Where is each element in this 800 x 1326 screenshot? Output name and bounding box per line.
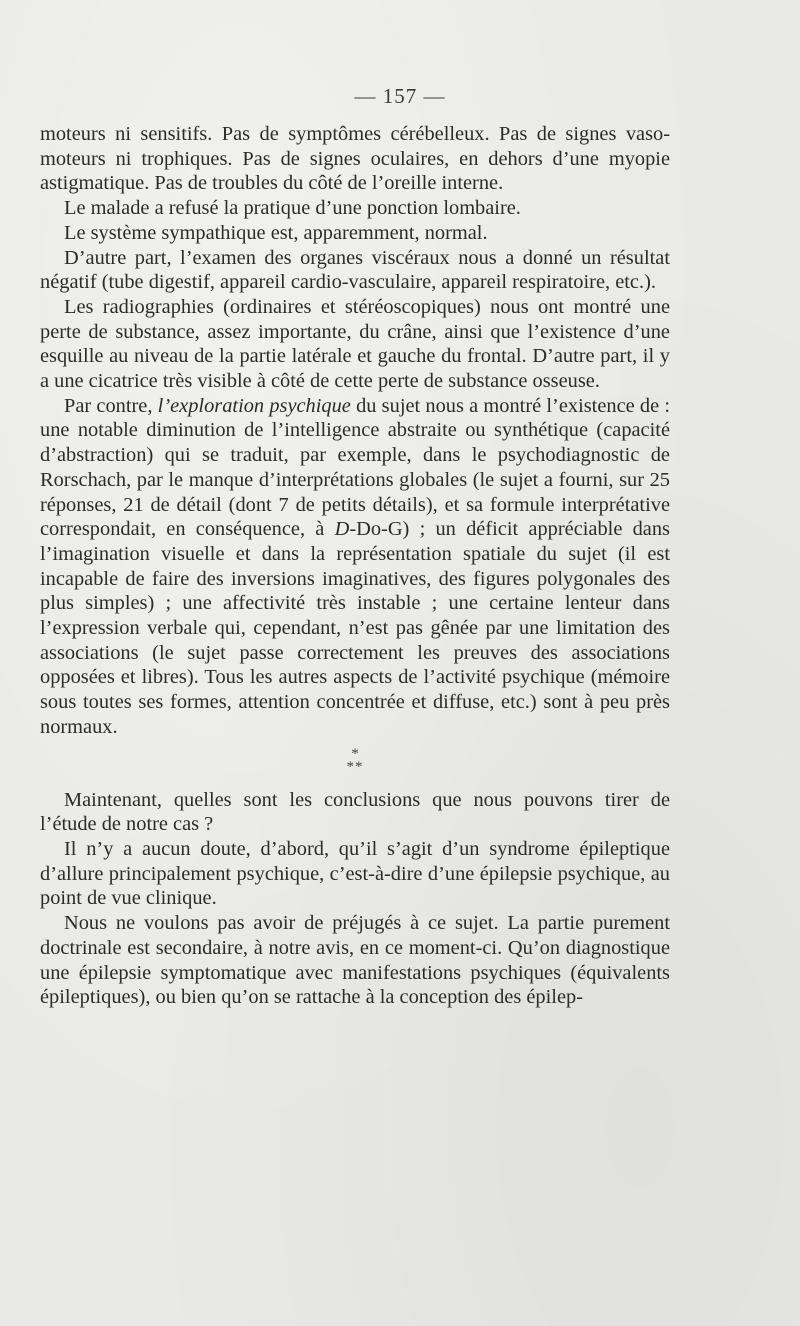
text-run: du sujet nous a montré l’existence de : une notable diminution de l’intelligence abstraite ou synthétique (capacité d’abstraction) qui se traduit, par exemple, dans le psychodiagnostic de Rorschach, par le manque d’interprétations globales (le sujet a fourni, sur 25 réponses, 21 de détail (dont 7 de petits détails), et sa formule interprétative correspondait, en conséquence, à bbox=[40, 394, 671, 541]
paragraph: Il n’y a aucun doute, d’abord, qu’il s’agit d’un syndrome épileptique d’allure principalement psychique, c’est-à-dire d’une épilepsie psychique, au point de vue clinique. bbox=[40, 837, 670, 910]
paragraph: Le système sympathique est, apparemment, normal. bbox=[64, 221, 488, 244]
paragraph bbox=[40, 394, 670, 740]
paragraph: Maintenant, quelles sont les conclusions que nous pouvons tirer de l’étude de notre cas ? bbox=[40, 788, 670, 836]
paragraph: Nous ne voulons pas avoir de préjugés à ce sujet. La partie purement doctrinale est secondaire, à notre avis, en ce moment-ci. Qu’on diagnostique une épilepsie symptomatique avec manifestations psychiques (équivalents épileptiques), ou bien qu’on se rattache à la conception des épilep- bbox=[40, 912, 670, 1009]
body-text bbox=[40, 122, 670, 1010]
paragraph: D’autre part, l’examen des organes viscéraux nous a donné un résultat négatif (tube digestif, appareil cardio-vasculaire, appareil respiratoire, etc.). bbox=[40, 246, 670, 294]
paragraph: Les radiographies (ordinaires et stéréoscopiques) nous ont montré une perte de substance, assez importante, du crâne, ainsi que l’existence d’une esquille au niveau de la partie latérale et gauche du frontal. D’autre part, il y a une cicatrice très visible à côté de cette perte de substance osseuse. bbox=[40, 295, 670, 393]
separator-star-bottom: ** bbox=[346, 758, 364, 775]
italic-letter: D bbox=[334, 518, 350, 541]
text-run: Par contre, bbox=[64, 394, 158, 417]
paragraph: moteurs ni sensitifs. Pas de symptômes cérébelleux. Pas de signes vaso-moteurs ni trophiques. Pas de signes oculaires, en dehors d’une myopie astigmatique. Pas de troubles du côté de l’oreille interne. bbox=[40, 123, 670, 195]
page-number: — 157 — bbox=[354, 84, 446, 108]
italic-term: l’exploration psychique bbox=[157, 394, 351, 417]
paragraph: Le malade a refusé la pratique d’une ponction lombaire. bbox=[64, 197, 521, 220]
section-separator bbox=[40, 740, 670, 775]
text-run: -Do-G) ; un déficit appréciable dans l’imagination visuelle et dans la représentation spatiale du sujet (il est incapable de faire des inversions imaginatives, des figures polygonales des plus simples) ; une affectivité très instable ; une certaine lenteur dans l’expression verbale qui, cependant, n’est pas gênée par une limitation des associations (le sujet passe correctement les preuves des associations opposées et libres). Tous les autres aspects de l’activité psychique (mémoire sous toutes ses formes, attention concentrée et diffuse, etc.) sont à peu près normaux. bbox=[40, 518, 670, 738]
separator-star-top: * bbox=[351, 745, 359, 762]
